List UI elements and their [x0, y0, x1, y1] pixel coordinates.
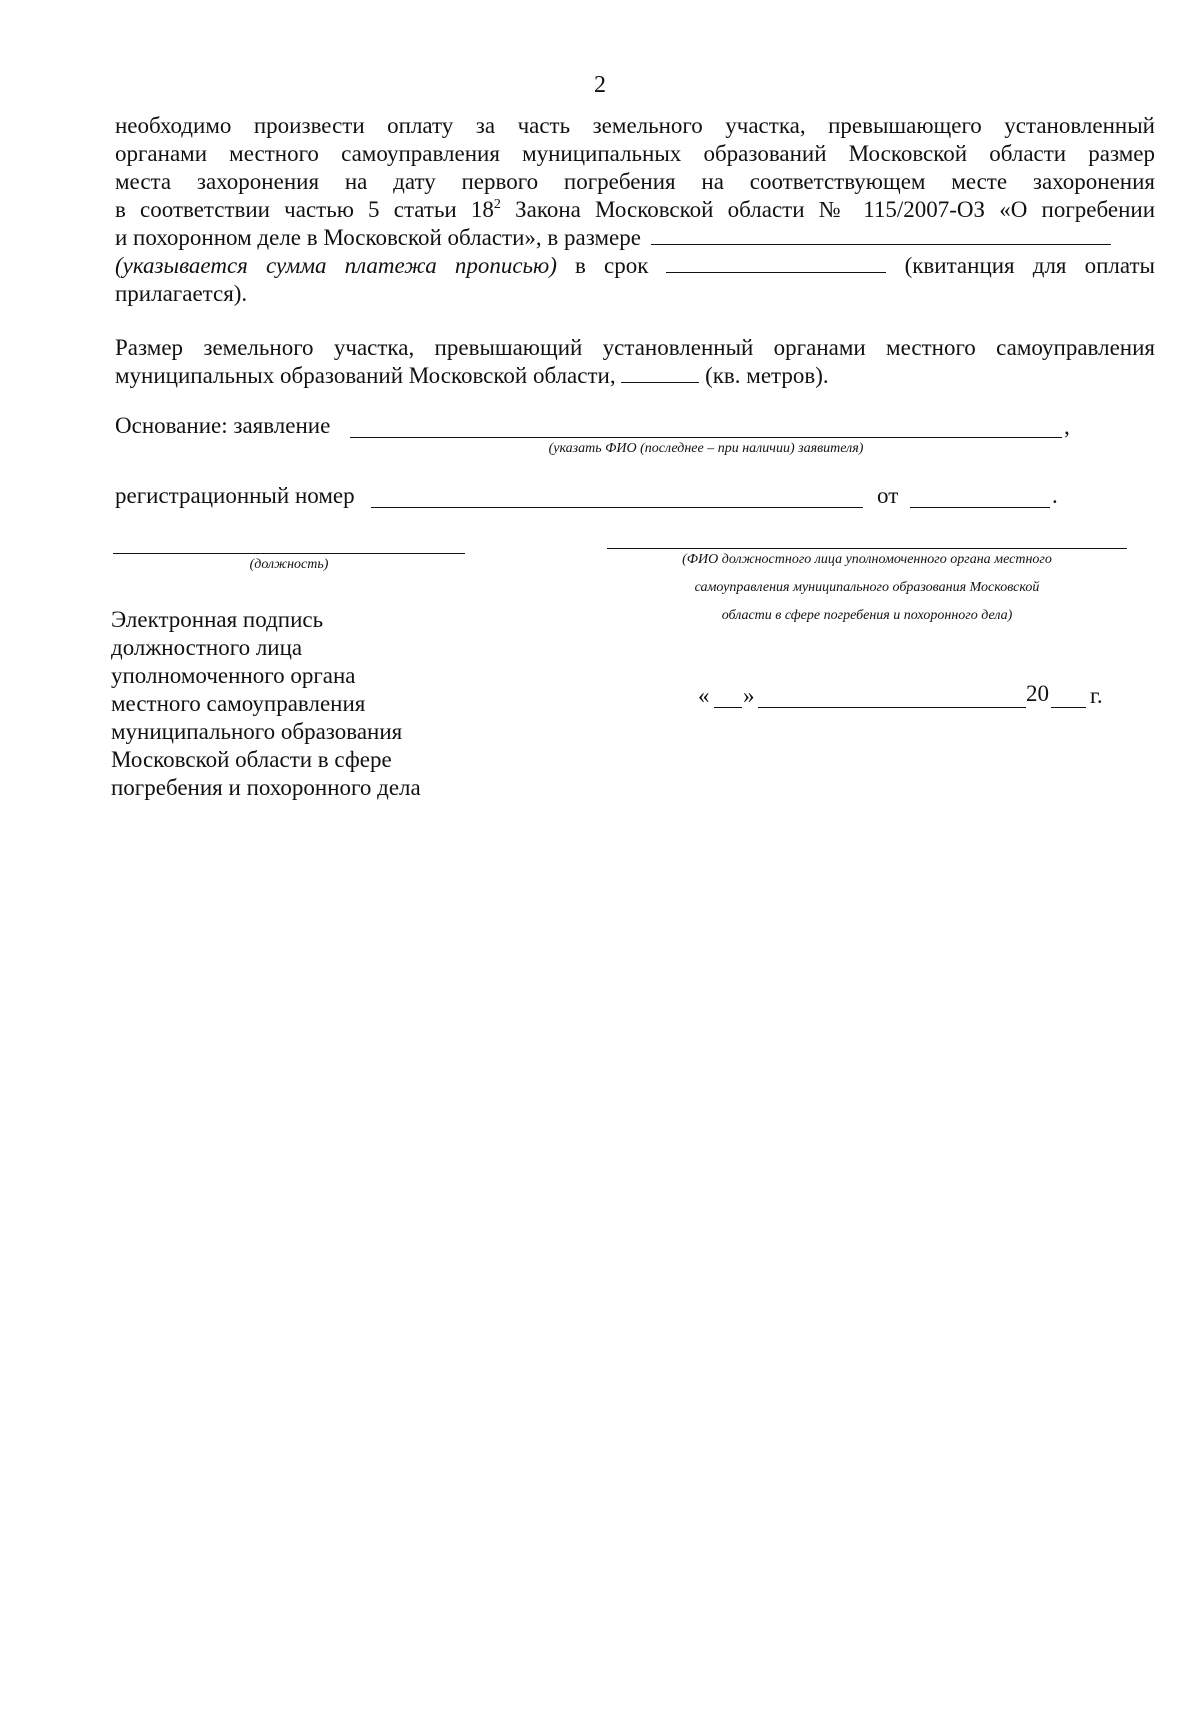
para1-line2: органами местного самоуправления муниципальных образований Московской области размер: [115, 141, 1155, 166]
para1-line4-start: в соответствии частью 5 статьи $18^2$: [115, 197, 501, 222]
position-field[interactable]: [113, 553, 465, 554]
date-open-quote: «: [698, 683, 710, 708]
basis-label: Основание: заявление: [115, 413, 331, 438]
official-hint-line2: самоуправления муниципального образования Московской: [694, 580, 1040, 595]
esig-line1: Электронная подпись: [111, 607, 324, 632]
date-year-suffix: г.: [1090, 683, 1103, 708]
date-close-quote: »: [743, 683, 755, 708]
para1-line3: места захоронения на дату первого погребения на соответствующем месте захоронения: [115, 169, 1155, 194]
date-year-prefix: 20: [1026, 681, 1049, 706]
para1-line4: [115, 196, 1155, 224]
date-year-field[interactable]: [1051, 707, 1086, 708]
amount-field[interactable]: [651, 224, 1111, 245]
applicant-name-hint: (указать ФИО (последнее – при наличии) заявителя): [548, 441, 864, 456]
deadline-label: в срок: [575, 253, 649, 278]
para1-line4-end: Закона Московской области № 115/2007-ОЗ «О погребении: [515, 197, 1156, 222]
para2-line2: [115, 362, 829, 390]
para1-line5-text: и похоронном деле в Московской области», в размере: [115, 225, 641, 250]
official-hint-line3: области в сфере погребения и похоронного дела): [721, 608, 1013, 623]
para2-line1: Размер земельного участка, превышающий установленный органами местного самоуправления: [115, 335, 1155, 360]
para1-line6: [115, 252, 1155, 280]
esig-line3: уполномоченного органа: [111, 663, 356, 688]
applicant-name-field[interactable]: [350, 437, 1062, 438]
amount-in-words-hint: (указывается сумма платежа прописью): [115, 253, 557, 278]
para1-line7: прилагается).: [115, 281, 248, 306]
official-name-field[interactable]: [607, 548, 1127, 549]
area-field[interactable]: [621, 362, 699, 383]
esig-line7: погребения и похоронного дела: [111, 775, 421, 800]
basis-comma: ,: [1064, 414, 1070, 439]
esig-line2: должностного лица: [111, 635, 303, 660]
official-hint-line1: (ФИО должностного лица уполномоченного органа местного: [682, 552, 1052, 567]
registration-date-field[interactable]: [910, 507, 1050, 508]
date-month-field[interactable]: [758, 707, 1026, 708]
area-unit: (кв. метров).: [705, 363, 829, 388]
para1-line1: необходимо произвести оплату за часть земельного участка, превышающего установленный: [115, 113, 1155, 138]
registration-from-label: от: [877, 483, 899, 508]
deadline-field[interactable]: [666, 252, 886, 273]
receipt-note: (квитанция для оплаты: [904, 253, 1156, 278]
superscript-2: 2: [493, 197, 501, 212]
registration-period: .: [1052, 483, 1058, 508]
esig-line4: местного самоуправления: [111, 691, 366, 716]
registration-number-field[interactable]: [371, 507, 863, 508]
esig-line5: муниципального образования: [111, 719, 403, 744]
para2-line2-text: муниципальных образований Московской области,: [115, 363, 616, 388]
para1-line5: [115, 224, 1111, 252]
page-number: 2: [594, 72, 606, 98]
esig-line6: Московской области в сфере: [111, 747, 392, 772]
date-day-field[interactable]: [714, 707, 742, 708]
registration-label: регистрационный номер: [115, 483, 355, 508]
position-hint: (должность): [249, 557, 329, 572]
